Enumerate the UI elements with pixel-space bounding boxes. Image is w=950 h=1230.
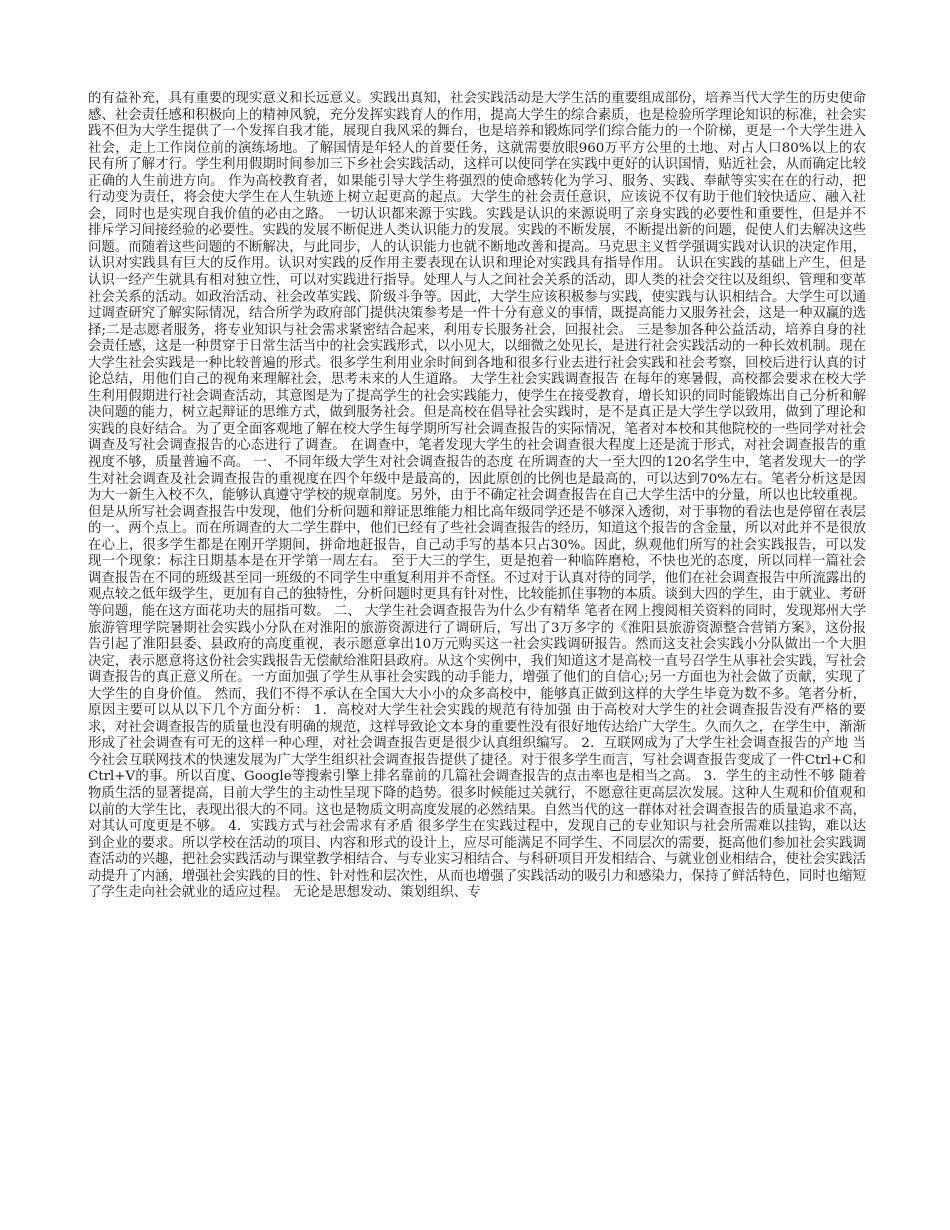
body-text: 的有益补充，具有重要的现实意义和长远意义。实践出真知，社会实践活动是大学生活的重要组成部份，培养当代大学生的历史使命感、社会责任感和积极向上的精神风貌，充分发挥实践育人的作用，提高大学生的综合素质，也是检验所学理论知识的标准，社会实践不但为大学生提供了一个发挥自我才能，展现自我风采的舞台，也是培养和锻炼同学们综合能力的一个阶梯，更是一个大学生进入社会，走上工作岗位前的演练场地。了解国情是年轻人的首要任务，这就需要放眼960万平方公里的土地、对占人口80%以上的农民有所了解才行。学生利用假期时间参加三下乡社会实践活动，这样可以使同学在实践中更好的认识国情，贴近社会，从而确定比较正确的人生前进方向。 作为高校教育者，如果能引导大学生将强烈的使命感转化为学习、服务、实践、奉献等实实在在的行动，把行动变为责任，将会使大学生在人生轨迹上树立起更高的起点。大学生的社会责任意识，应该说不仅有助于他们较快适应、融入社会，同时也是实现自我价值的必由之路。 一切认识都来源于实践。实践是认识的来源说明了亲身实践的必要性和重要性，但是并不排斥学习间接经验的必要性。实践的发展不断促进人类认识能力的发展。实践的不断发展，不断提出新的问题，促使人们去解决这些问题。而随着这些问题的不断解决，与此同步，人的认识能力也就不断地改善和提高。马克思主义哲学强调实践对认识的决定作用，认识对实践具有巨大的反作用。认识对实践的反作用主要表现在认识和理论对实践具有指导作用。 认识在实践的基础上产生，但是认识一经产生就具有相对独立性，可以对实践进行指导。处理人与人之间社会关系的活动，即人类的社会交往以及组织、管理和变革社会关系的活动。如政治活动、社会改革实践、阶级斗争等。因此，大学生应该积极参与实践，使实践与认识相结合。大学生可以通过调查研究了解实际情况，结合所学为政府部门提供决策参考是一件十分有意义的事情，既提高能力又服务社会，这是一种双赢的选择;二是志愿者服务，将专业知识与社会需求紧密结合起来，利用专长服务社会，回报社会。 三是参加各种公益活动，培养自身的社会责任感，这是一种贯穿于日常生活当中的社会实践形式，以小见大，以细微之处见长，是进行社会实践活动的一种长效机制。现在大学生社会实践是一种比较普遍的形式。很多学生利用业余时间到各地和很多行业去进行社会实践和社会考察，回校后进行认真的讨论总结，用他们自己的视角来理解社会，思考未来的人生道路。 大学生社会实践调查报告 在每年的寒暑假，高校都会要求在校大学生利用假期进行社会调查活动，其意图是为了提高学生的社会实践能力，使学生在接受教育，增长知识的同时能锻炼出自己分析和解决问题的能力，树立起辩证的思维方式，做到服务社会。但是高校在倡导社会实践时，是不是真正是大学生学以致用，做到了理论和实践的良好结合。为了更全面客观地了解在校大学生每学期所写社会调查报告的实际情况，笔者对本校和其他院校的一些同学对社会调查及写社会调查报告的心态进行了调查。 在调查中，笔者发现大学生的社会调查很大程度上还是流于形式，对社会调查报告的重视度不够，质量普遍不高。 一、 不同年级大学生对社会调查报告的态度 在所调查的大一至大四的120名学生中，笔者发现大一的学生对社会调查及社会调查报告的重视度在四个年级中是最高的，因此原创的比例也是最高的，可以达到70%左右。笔者分析这是因为大一新生入校不久，能够认真遵守学校的规章制度。另外，由于不确定社会调查报告在自己大学生活中的分量，所以也比较重视。但是从所写社会调查报告中发现，他们分析问题和辩证思维能力相比高年级同学还是不够深入透彻，对于事物的看法也是停留在表层的一、两个点上。而在所调查的大二学生群中，他们已经有了些社会调查报告的经历，知道这个报告的含金量，所以对此并不是很放在心上，很多学生都是在刚开学期间，拼命地赶报告，自己动手写的基本只占30%。因此，纵观他们所写的社会实践报告，可以发现一个现象：标注日期基本是在开学第一周左右。 至于大三的学生，更是抱着一种临阵磨枪，不快也光的态度，所以同样一篇社会调查报告在不同的班级甚至同一班级的不同学生中重复利用并不奇怪。不过对于认真对待的同学，他们在社会调查报告中所流露出的观点较之低年级学生，更加有自己的独特性，分析问题时更具有针对性，比较能抓住事物的本质。谈到大四的学生，由于就业、考研等问题，能在这方面花功夫的屈指可数。 二、 大学生社会调查报告为什么少有精华 笔者在网上搜阅相关资料的同时，发现郑州大学旅游管理学院暑期社会实践小分队在对淮阳的旅游资源进行了调研后，写出了3万多字的《淮阳县旅游资源整合营销方案》，这份报告引起了淮阳县委、县政府的高度重视，表示愿意拿出10万元购买这一社会实践调研报告。然而这支社会实践小分队做出一个大胆决定，表示愿意将这份社会实践报告无偿献给淮阳县政府。从这个实例中，我们知道这才是高校一直号召学生从事社会实践，写社会调查报告的真正意义所在。一方面加强了学生从事社会实践的动手能力，增强了他们的自信心;另一方面也为社会做了贡献，实现了大学生的自身价值。 然而，我们不得不承认在全国大大小小的众多高校中，能够真正做到这样的大学生毕竟为数不多。笔者分析，原因主要可以从以下几个方面分析： 1．高校对大学生社会实践的规范有待加强 由于高校对大学生的社会调查报告没有严格的要求，对社会调查报告的质量也没有明确的规范，这样导致论文本身的重要性没有很好地传达给广大学生。久而久之，在学生中，渐渐形成了社会调查有可无的这样一种心理，对社会调查报告更是很少认真组织编写。 2．互联网成为了大学生社会调查报告的产地 当今社会互联网技术的快速发展为广大学生组织社会调查报告提供了捷径。对于很多学生而言，写社会调查报告变成了一件Ctrl+C和Ctrl+V的事。所以百度、Google等搜索引擎上排名靠前的几篇社会调查报告的点击率也是相当之高。 3．学生的主动性不够 随着物质生活的显著提高，目前大学生的主动性呈现下降的趋势。很多时候能过关就行，不愿意往更高层次发展。这种人生观和价值观和以前的大学生比，表现出很大的不同。这也是物质文明高度发展的必然结果。自然当代的这一群体对社会调查报告的质量追求不高，对其认可度更是不够。 4．实践方式与社会需求有矛盾 很多学生在实践过程中，发现自己的专业知识与社会所需难以挂钩，难以达到企业的要求。所以学校在活动的项目、内容和形式的设计上，应尽可能满足不同学生、不同层次的需要，挺高他们参加社会实践调查活动的兴趣，把社会实践活动与课堂教学相结合、与专业实习相结合、与科研项目开发相结合、与就业创业相结合，使社会实践活动提升了内涵，增强社会实践的目的性、针对性和层次性，从而也增强了实践活动的吸引力和感染力，保持了鲜活特色，同时也缩短了学生走向社会就业的适应过程。 无论是思想发动、策划组织、专 [88, 91, 866, 901]
document-page [88, 91, 866, 1226]
